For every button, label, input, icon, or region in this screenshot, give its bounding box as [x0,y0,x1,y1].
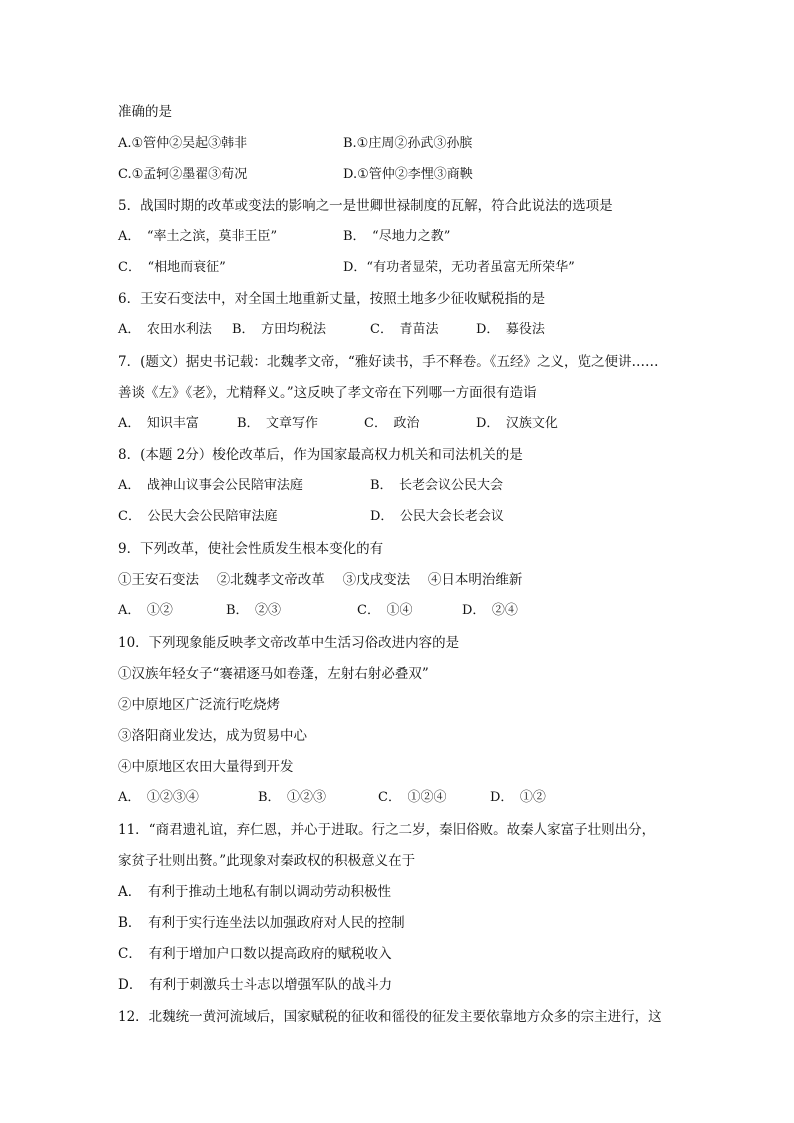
question-10: 10．下列现象能反映孝文帝改革中生活习俗改进内容的是 [118,635,460,651]
option-b: B． 长老会议公民大会 [370,478,504,493]
option-a: A.①管仲②吴起③韩非 [118,136,248,151]
option-a: A． 知识丰富 [118,416,199,431]
option-d: D． 有利于刺激兵士斗志以增强军队的战斗力 [118,977,393,993]
option-d: D． 公民大会长老会议 [370,509,504,524]
option-b: B． ②③ [226,603,282,618]
option-a: A． “率土之滨，莫非王臣” [118,229,278,244]
text-line: ②中原地区广泛流行吃烧烤 [118,697,280,713]
option-d: D． ②④ [462,603,518,618]
option-b: B． “尽地力之教” [343,229,451,244]
option-a: A． ①②③④ [118,790,199,805]
option-c: C． 有利于增加户口数以提高政府的赋税收入 [118,946,392,962]
option-a: A． 战神山议事会公民陪审法庭 [118,478,303,493]
text-line: ③洛阳商业发达，成为贸易中心 [118,728,307,744]
option-b: B.①庄周②孙武③孙膑 [343,136,473,151]
question-12: 12．北魏统一黄河流域后，国家赋税的征收和徭役的征发主要依靠地方众多的宗主进行，这 [118,1009,662,1025]
text-line: 准确的是 [118,104,172,120]
option-c: C． 公民大会公民陪审法庭 [118,509,278,524]
option-c: C． “相地而衰征” [118,260,226,275]
option-c: C． 政治 [364,416,420,431]
option-c: C． ①④ [357,603,413,618]
option-c: C． 青苗法 [370,322,439,337]
option-b: B． 文章写作 [237,416,319,431]
text-line: 家贫子壮则出赘。”此现象对秦政权的积极意义在于 [118,853,416,869]
text-line: ④中原地区农田大量得到开发 [118,759,294,775]
option-d: D． 汉族文化 [476,416,558,431]
option-d: D.①管仲②李悝③商鞅 [343,167,473,182]
text-line: ①王安石变法 ②北魏孝文帝改革 ③戊戌变法 ④日本明治维新 [118,572,523,588]
option-a: A． 有利于推动土地私有制以调动劳动积极性 [118,884,391,900]
text-line: 善谈《左》《老》，尤精释义。”这反映了孝文帝在下列哪一方面很有造诣 [118,385,537,401]
option-c: C.①孟轲②墨翟③荀况 [118,167,248,182]
option-b: B． 有利于实行连坐法以加强政府对人民的控制 [118,915,405,931]
question-6: 6．王安石变法中，对全国土地重新丈量，按照土地多少征收赋税指的是 [118,291,546,307]
question-11: 11．“商君遗礼谊，弃仁恩，并心于进取。行之二岁，秦旧俗败。故秦人家富子壮则出分， [118,822,656,838]
question-8: 8．(本题 2分）梭伦改革后，作为国家最高权力机关和司法机关的是 [118,447,523,463]
question-5: 5．战国时期的改革或变法的影响之一是世卿世禄制度的瓦解，符合此说法的选项是 [118,198,613,214]
text-line: ①汉族年轻女子“褰裙逐马如卷蓬，左射右射必叠双” [118,666,429,682]
option-d: D．“有功者显荣，无功者虽富无所荣华” [343,260,575,275]
option-a: A． 农田水利法 [118,322,212,337]
option-b: B． 方田均税法 [232,322,327,337]
question-7: 7．(题文）据史书记载：北魏孝文帝，“雅好读书，手不释卷。《五经》之义，览之便讲…… [118,354,659,370]
option-d: D． ①② [490,790,546,805]
option-c: C． ①②④ [378,790,447,805]
option-a: A． ①② [118,603,173,618]
option-d: D． 募役法 [476,322,545,337]
option-b: B． ①②③ [258,790,327,805]
question-9: 9．下列改革，使社会性质发生根本变化的有 [118,541,384,557]
